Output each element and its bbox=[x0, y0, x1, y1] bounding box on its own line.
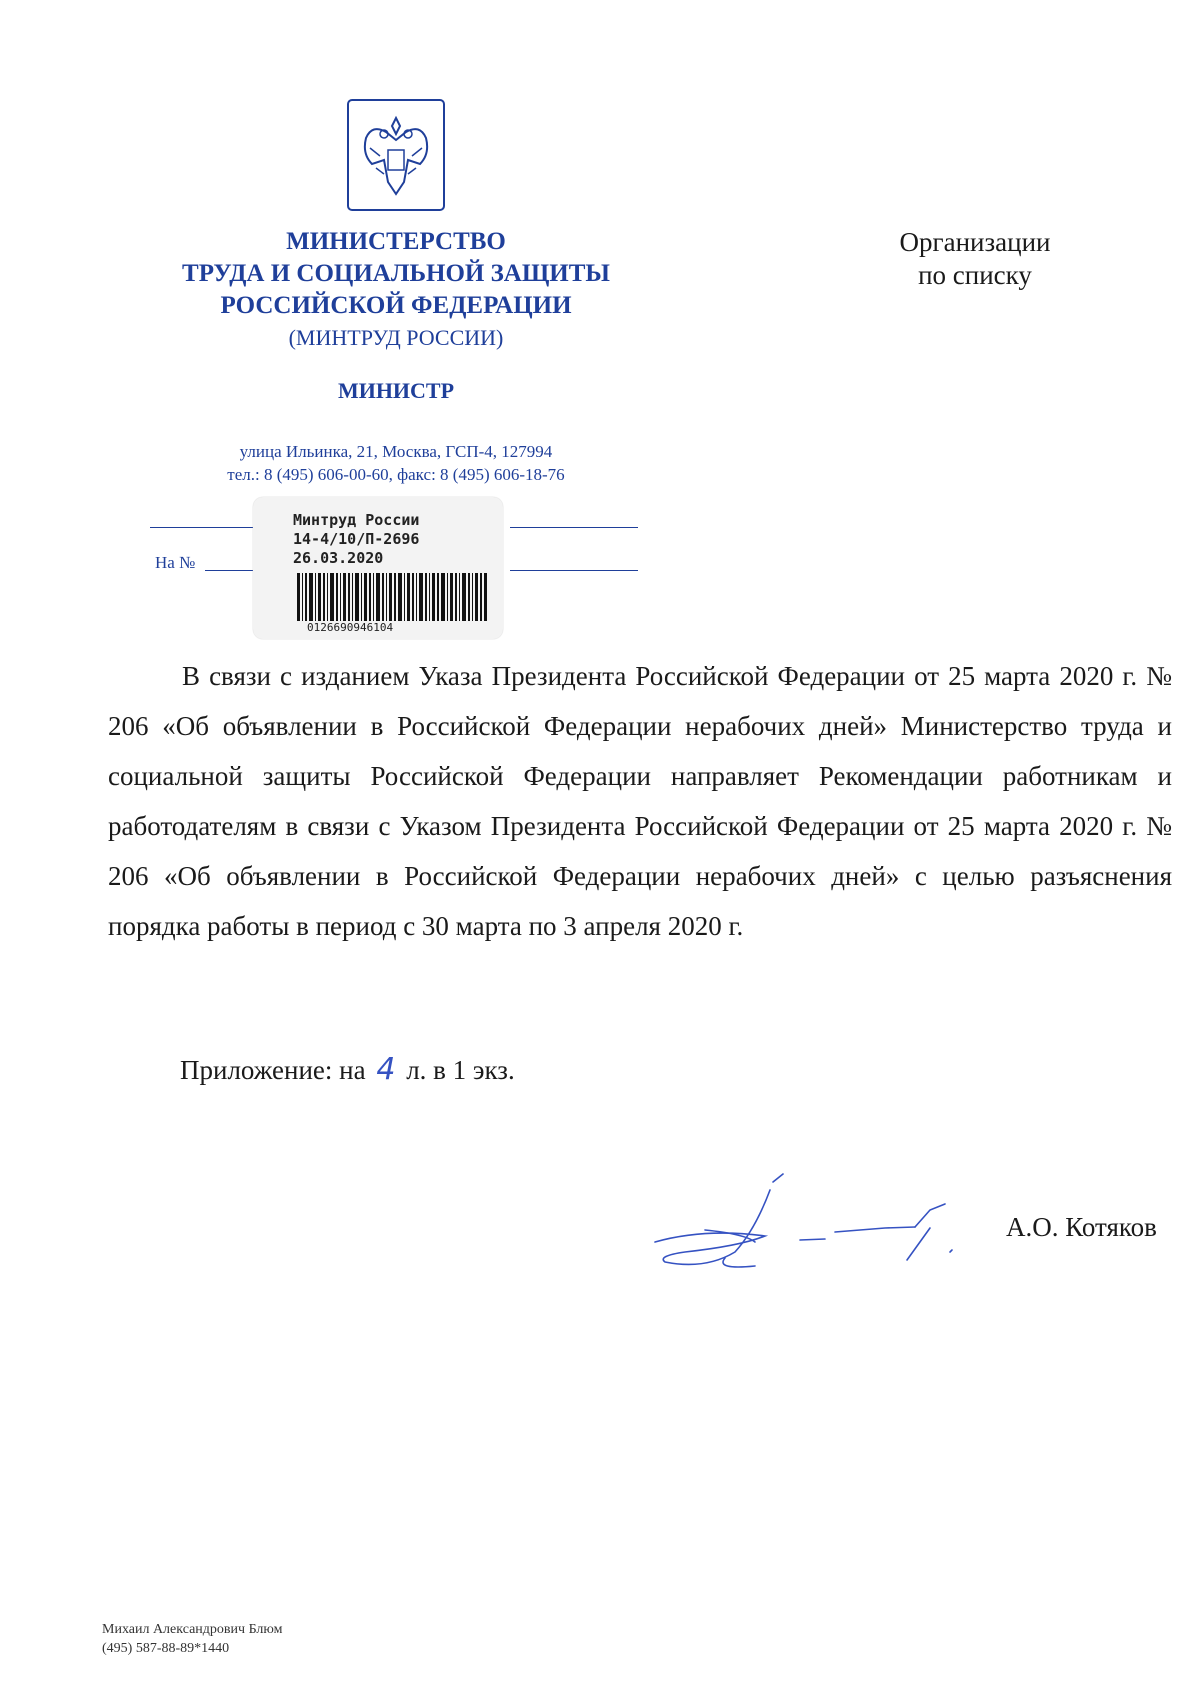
registration-stamp bbox=[253, 497, 503, 639]
barcode-number: 0126690946104 bbox=[307, 621, 394, 634]
ministry-short-name: (МИНТРУД РОССИИ) bbox=[288, 325, 504, 350]
stamp-number: 14-4/10/П-2696 bbox=[293, 530, 420, 548]
address: улица Ильинка, 21, Москва, ГСП-4, 127994 bbox=[239, 442, 553, 461]
attachment-pages: 4 bbox=[376, 1052, 396, 1087]
executor-phone: (495) 587-88-89*1440 bbox=[102, 1641, 230, 1656]
signer-name: А.О. Котяков bbox=[1006, 1212, 1157, 1242]
letter-body: В связи с изданием Указа Президента Российской Федерации от 25 марта 2020 г. № 206 «Об объявлении в Российской Федерации нерабочих дней» Министерство труда и социальной защиты Российской Федерации направляет Рекомендации работникам и работодателям в связи с Указом Президента Российской Федерации от 25 марта 2020 г. № 206 «Об объявлении в Российской Федерации нерабочих дней» с целью разъяснения порядка работы в период с 30 марта по 3 апреля 2020 г. bbox=[108, 661, 1172, 941]
barcode bbox=[297, 573, 487, 621]
ministry-line: МИНИСТЕРСТВО bbox=[286, 228, 506, 255]
attachment-suffix: л. в 1 экз. bbox=[406, 1055, 515, 1085]
number-line bbox=[510, 527, 638, 528]
attachment-line bbox=[180, 1050, 515, 1090]
position-title: МИНИСТР bbox=[337, 378, 455, 403]
executor-block bbox=[102, 1620, 283, 1658]
reference-number-line bbox=[205, 570, 255, 571]
ministry-name bbox=[140, 226, 652, 354]
ministry-line: ТРУДА И СОЦИАЛЬНОЙ ЗАЩИТЫ bbox=[182, 260, 610, 287]
russian-coat-of-arms-icon bbox=[346, 98, 446, 212]
handwritten-signature bbox=[645, 1170, 1000, 1275]
executor-name: Михаил Александрович Блюм bbox=[102, 1622, 283, 1637]
ministry-address-block bbox=[140, 440, 652, 486]
reference-date-line bbox=[510, 570, 638, 571]
date-line bbox=[150, 527, 254, 528]
attachment-prefix: Приложение: на bbox=[180, 1055, 366, 1085]
stamp-date: 26.03.2020 bbox=[293, 549, 384, 567]
reference-label: На № bbox=[155, 553, 196, 572]
ministry-line: РОССИЙСКОЙ ФЕДЕРАЦИИ bbox=[220, 292, 572, 319]
recipient-line: по списку bbox=[918, 260, 1032, 290]
recipient-block bbox=[860, 226, 1090, 292]
stamp-org: Минтруд России bbox=[293, 511, 420, 529]
contacts: тел.: 8 (495) 606-00-60, факс: 8 (495) 606-18-76 bbox=[227, 465, 565, 484]
recipient-line: Организации bbox=[899, 227, 1051, 257]
